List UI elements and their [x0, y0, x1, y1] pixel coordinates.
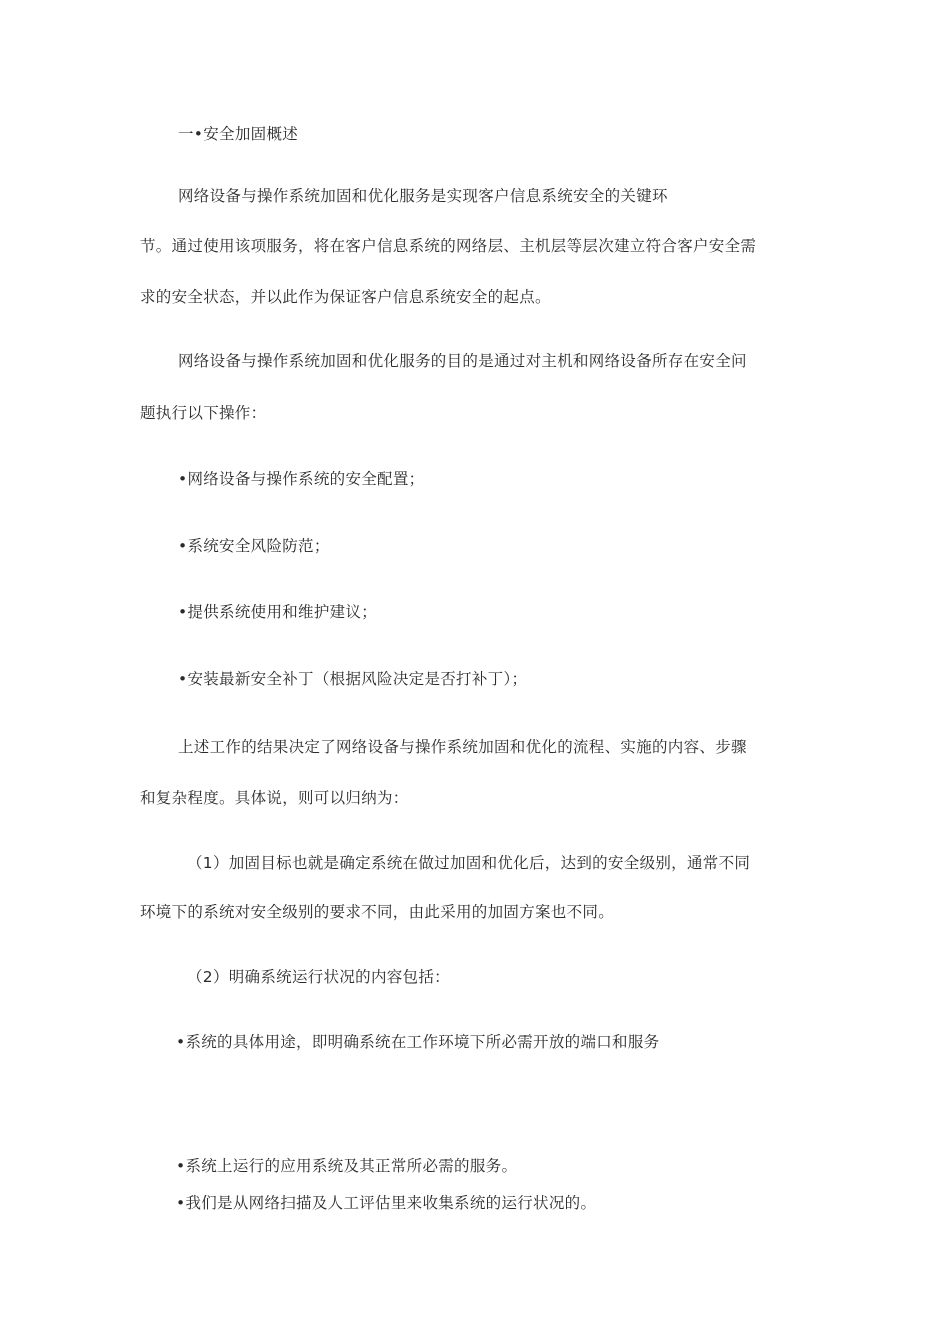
numbered-item: （2）明确系统运行状况的内容包括：: [187, 968, 450, 986]
bullet-item: •我们是从网络扫描及人工评估里来收集系统的运行状况的。: [176, 1194, 597, 1212]
paragraph-line: 求的安全状态，并以此作为保证客户信息系统安全的起点。: [140, 288, 551, 306]
paragraph-line: 网络设备与操作系统加固和优化服务的目的是通过对主机和网络设备所存在安全问: [178, 352, 747, 370]
paragraph-line: 题执行以下操作：: [140, 404, 267, 422]
paragraph-line: 网络设备与操作系统加固和优化服务是实现客户信息系统安全的关键环: [178, 187, 668, 205]
bullet-item: •网络设备与操作系统的安全配置；: [178, 470, 425, 488]
numbered-item: （1）加固目标也就是确定系统在做过加固和优化后，达到的安全级别，通常不同: [187, 854, 751, 872]
bullet-item: •系统安全风险防范；: [178, 537, 330, 555]
paragraph-line: 和复杂程度。具体说，则可以归纳为：: [140, 789, 409, 807]
paragraph-line: 节。通过使用该项服务，将在客户信息系统的网络层、主机层等层次建立符合客户安全需: [140, 237, 757, 255]
paragraph-line: 上述工作的结果决定了网络设备与操作系统加固和优化的流程、实施的内容、步骤: [178, 738, 747, 756]
bullet-item: •系统的具体用途，即明确系统在工作环境下所必需开放的端口和服务: [176, 1033, 660, 1051]
numbered-item-continuation: 环境下的系统对安全级别的要求不同，由此采用的加固方案也不同。: [140, 903, 615, 921]
section-heading: 一•安全加固概述: [178, 125, 299, 143]
bullet-item: •系统上运行的应用系统及其正常所必需的服务。: [176, 1157, 518, 1175]
bullet-item: •提供系统使用和维护建议；: [178, 603, 378, 621]
bullet-item: •安装最新安全补丁（根据风险决定是否打补丁）；: [178, 670, 528, 688]
